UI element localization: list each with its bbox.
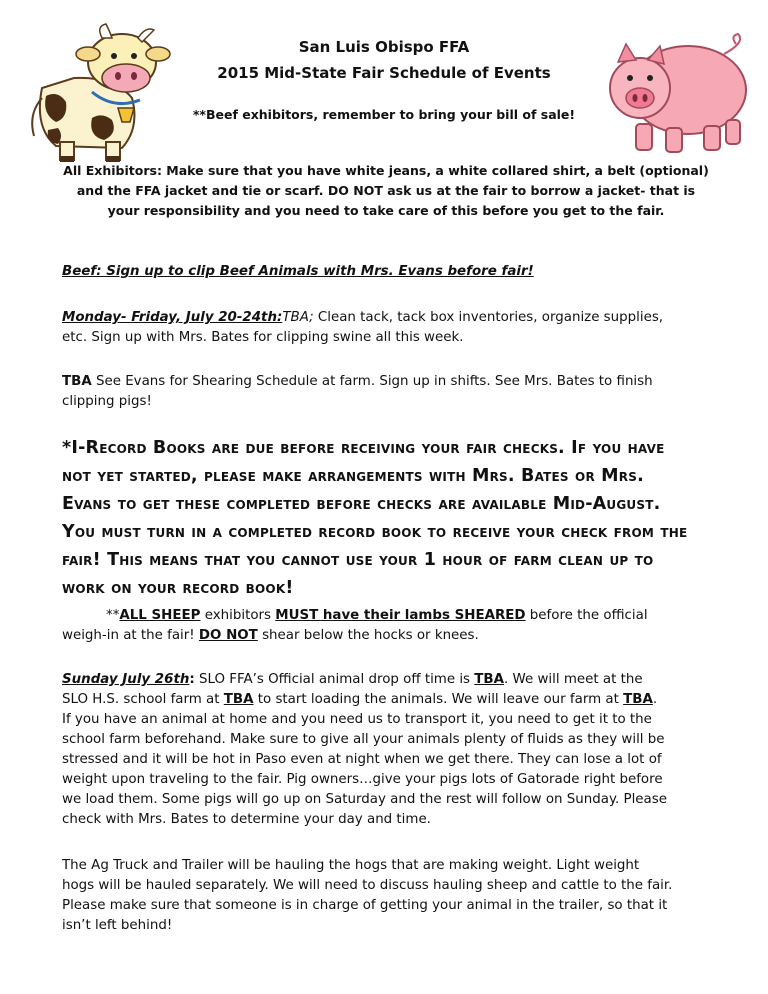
sheep-do-not: DO NOT [198, 628, 258, 643]
sheep-prefix: ** [106, 608, 120, 623]
sunday-text: we load them. Some pigs will go up on Saturday and the rest will follow on Sunday. Please [62, 792, 667, 807]
sunday-tba: TBA [474, 672, 505, 687]
beef-heading: Beef: Sign up to clip Beef Animals with Mrs. Evans before fair! [62, 264, 534, 279]
monday-paragraph [62, 308, 752, 348]
all-exhibitors-paragraph [30, 161, 742, 221]
sheep-paragraph [62, 606, 752, 646]
sheep-text: shear below the hocks or knees. [257, 628, 479, 643]
sunday-text: to start loading the animals. We will leave our farm at [253, 692, 624, 707]
sunday-paragraph [62, 670, 758, 830]
sunday-text: SLO FFA’s Official animal drop off time is [194, 672, 475, 687]
sunday-tba: TBA [623, 692, 653, 707]
record-books-notice [62, 434, 762, 602]
exhibitors-line: and the FFA jacket and tie or scarf. DO NOT ask us at the fair to borrow a jacket- that is [76, 183, 696, 198]
tba-label: TBA [62, 374, 92, 389]
sheep-must: MUST have their lambs SHEARED [275, 608, 526, 623]
sunday-text: SLO H.S. school farm at [62, 692, 224, 707]
record-books-line: Evans to get these completed before checks are available Mid-August. [62, 494, 661, 514]
monday-label: Monday- Friday, July 20-24th: [62, 310, 283, 325]
record-books-line: fair! This means that you cannot use your 1 hour of farm clean up to [62, 550, 654, 570]
sunday-label: Sunday July 26th [62, 672, 190, 687]
sunday-text: school farm beforehand. Make sure to give all your animals plenty of fluids as they will be [62, 732, 665, 747]
tba-text: See Evans for Shearing Schedule at farm. Sign up in shifts. See Mrs. Bates to finish [91, 374, 653, 389]
exhibitors-line: All Exhibitors: Make sure that you have white jeans, a white collared shirt, a belt (optional) [63, 163, 709, 178]
tba-paragraph [62, 372, 752, 412]
sunday-text: If you have an animal at home and you need us to transport it, you need to get it to the [62, 712, 652, 727]
sunday-text: . [652, 692, 658, 707]
monday-text: Clean tack, tack box inventories, organize supplies, [313, 310, 664, 325]
monday-text: etc. Sign up with Mrs. Bates for clipping swine all this week. [62, 330, 464, 345]
record-books-line: You must turn in a completed record book to receive your check from the [62, 522, 688, 542]
sunday-text: weight upon traveling to the fair. Pig owners…give your pigs lots of Gatorade right before [62, 772, 663, 787]
sheep-text: weigh-in at the fair! [62, 628, 199, 643]
document-subtitle: 2015 Mid-State Fair Schedule of Events [217, 64, 551, 82]
truck-text: The Ag Truck and Trailer will be hauling the hogs that are making weight. Light weight [62, 858, 640, 873]
sheep-text: exhibitors [200, 608, 276, 623]
exhibitors-line: your responsibility and you need to take care of this before you get to the fair. [107, 203, 665, 218]
monday-tba: TBA; [282, 310, 314, 325]
truck-text: hogs will be hauled separately. We will need to discuss hauling sheep and cattle to the fair. [62, 878, 673, 893]
sunday-colon: : [189, 672, 195, 687]
sunday-text: check with Mrs. Bates to determine your day and time. [62, 812, 431, 827]
document-title: San Luis Obispo FFA [298, 38, 470, 56]
tba-text: clipping pigs! [62, 394, 152, 409]
truck-paragraph [62, 856, 758, 936]
record-books-line: work on your record book! [62, 578, 294, 598]
sheep-text: before the official [525, 608, 648, 623]
truck-text: Please make sure that someone is in charge of getting your animal in the trailer, so that it [62, 898, 668, 913]
sunday-text: . We will meet at the [504, 672, 643, 687]
record-books-line: not yet started, please make arrangements with Mrs. Bates or Mrs. [62, 466, 644, 486]
sunday-tba: TBA [223, 692, 254, 707]
beef-bill-of-sale-note: **Beef exhibitors, remember to bring your bill of sale! [192, 107, 576, 122]
truck-text: isn’t left behind! [62, 918, 173, 933]
sunday-text: stressed and it will be hot in Paso even at night when we get there. They can lose a lot of [62, 752, 662, 767]
all-sheep: ALL SHEEP [119, 608, 201, 623]
record-books-line: *I-Record Books are due before receiving your fair checks. If you have [62, 438, 665, 458]
